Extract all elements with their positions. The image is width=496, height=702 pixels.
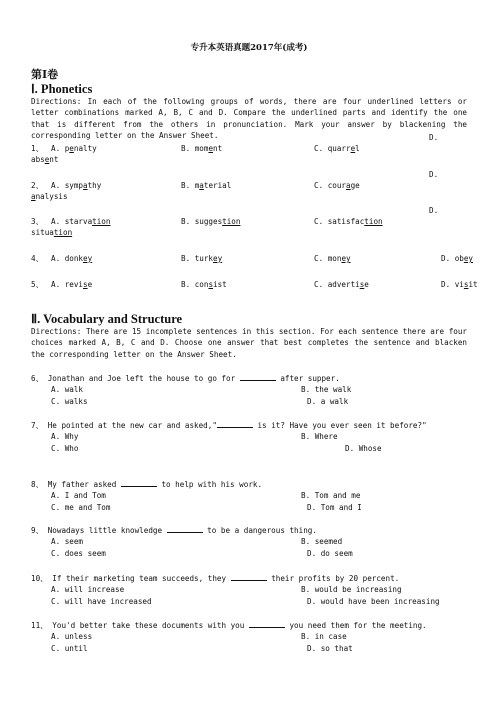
options-row <box>31 643 467 655</box>
options-row <box>31 431 467 443</box>
option-a: A. donkey <box>51 254 93 263</box>
option-c: C. does seem <box>51 549 106 559</box>
option-b: B. moment <box>181 144 223 153</box>
options-row <box>31 384 467 396</box>
underlined-part: tion <box>222 217 241 226</box>
options-row <box>31 631 467 643</box>
option-b: B. material <box>181 181 232 190</box>
underlined-part: ey <box>341 254 351 263</box>
answer-blank <box>249 621 285 628</box>
underlined-part: a <box>346 181 351 190</box>
option-d: D. do seem <box>307 549 353 559</box>
option-a: A. I and Tom <box>51 491 106 501</box>
phonetics-question <box>31 253 474 279</box>
option-b: B. seemed <box>301 537 343 547</box>
option-c: C. advertise <box>314 280 369 289</box>
vocab-directions: Directions: There are 15 incomplete sentences in this section. For each sentence there are four choices marked A, B, C and D. Choose one answer that best completes the sentence and blacken the corresponding letter on the Answer Sheet. <box>31 327 467 359</box>
option-d-label: D. <box>429 170 439 179</box>
options-row <box>31 596 467 608</box>
vocab-question <box>31 620 467 655</box>
option-a: A. seem <box>51 537 84 547</box>
option-c: C. money <box>314 254 351 263</box>
option-d: absent <box>31 155 59 164</box>
vocab-question <box>31 573 467 608</box>
option-b: B. Tom and me <box>301 491 361 501</box>
option-a: A. walk <box>51 385 84 395</box>
underlined-part: ey <box>83 254 93 263</box>
option-a: A. will increase <box>51 585 125 595</box>
option-c: C. will have increased <box>51 597 152 607</box>
underlined-part: a <box>31 192 36 201</box>
underlined-part: s <box>83 280 88 289</box>
answer-blank <box>121 480 157 487</box>
question-stem: 10、 If their marketing team succeeds, they their profits by 20 percent. <box>31 574 400 583</box>
phonetics-question <box>31 206 467 242</box>
options-row <box>31 584 467 596</box>
question-stem: 7、 He pointed at the new car and asked," is it? Have you ever seen it before?" <box>31 421 427 430</box>
question-number: 3、 <box>31 217 44 226</box>
question-stem: 6、 Jonathan and Joe left the house to go for after supper. <box>31 374 340 383</box>
vocab-question <box>31 479 467 514</box>
underlined-part: e <box>44 155 50 164</box>
options-row <box>31 490 467 502</box>
option-d-label: D. <box>429 133 439 142</box>
option-a: A. Why <box>51 432 79 442</box>
options-row <box>31 536 467 548</box>
underlined-part: a <box>83 181 88 190</box>
option-d: D. Whose <box>345 444 382 454</box>
phonetics-question <box>31 133 467 169</box>
phonetics-directions: Directions: In each of the following groups of words, there are four underlined letters or letter combinations marked A, B, C and D. Compare the underlined parts and identify the one that is different from the others in pronunciation. Mark your answer by blackening the corresponding letter on the Answer Sheet. <box>31 97 467 141</box>
option-b: B. turkey <box>181 254 223 263</box>
option-c: C. Who <box>51 444 79 454</box>
option-c: C. until <box>51 644 88 654</box>
vocab-question <box>31 525 467 560</box>
underlined-part: tion <box>92 217 111 226</box>
option-b: B. suggestion <box>181 217 241 226</box>
underlined-part: e <box>350 144 356 153</box>
options-row <box>31 443 467 455</box>
question-number: 2、 <box>31 181 44 190</box>
option-a: A. revise <box>51 280 93 289</box>
question-number: 5、 <box>31 280 44 289</box>
phonetics-question <box>31 279 478 305</box>
underlined-part: s <box>359 280 365 289</box>
option-d: D. obey <box>441 254 474 263</box>
underlined-part: e <box>208 144 214 153</box>
option-a: A. penalty <box>51 144 97 153</box>
volume-heading: 第Ⅰ卷 <box>31 68 59 81</box>
options-row <box>31 396 467 408</box>
vocab-question <box>31 420 467 455</box>
options-row <box>31 502 467 514</box>
question-number: 1、 <box>31 144 44 153</box>
underlined-part: ey <box>463 254 474 263</box>
option-b: B. Where <box>301 432 338 442</box>
option-b: B. the walk <box>301 385 352 395</box>
option-c: C. courage <box>314 181 360 190</box>
option-d: D. so that <box>307 644 353 654</box>
phonetics-heading: Ⅰ. Phonetics <box>31 82 93 96</box>
option-c: C. satisfaction <box>314 217 383 226</box>
underlined-part: e <box>69 144 74 153</box>
underlined-part: tion <box>364 217 383 226</box>
exam-title: 专升本英语真题2017年(成考) <box>190 43 308 53</box>
question-number: 4、 <box>31 254 44 263</box>
underlined-part: a <box>199 181 204 190</box>
option-d: analysis <box>31 192 68 201</box>
option-d: D. a walk <box>307 397 349 407</box>
answer-blank <box>217 421 253 428</box>
vocab-question <box>31 373 467 408</box>
option-a: A. starvation <box>51 217 111 226</box>
option-b: B. consist <box>181 280 227 289</box>
options-row <box>31 548 467 560</box>
vocab-heading: Ⅱ. Vocabulary and Structure <box>31 312 183 326</box>
option-d: D. visit <box>441 280 478 289</box>
option-c: C. me and Tom <box>51 503 111 513</box>
option-d: situation <box>31 228 73 237</box>
option-d: D. Tom and I <box>307 503 362 513</box>
option-a: A. sympathy <box>51 181 102 190</box>
underlined-part: s <box>463 280 469 289</box>
phonetics-question <box>31 170 467 206</box>
answer-blank <box>167 526 203 533</box>
question-stem: 8、 My father asked to help with his work. <box>31 480 263 489</box>
underlined-part: tion <box>53 228 73 237</box>
question-stem: 9、 Nowadays little knowledge to be a dangerous thing. <box>31 526 317 535</box>
option-d-label: D. <box>429 206 439 215</box>
answer-blank <box>231 574 267 581</box>
option-d: D. would have been increasing <box>307 597 440 607</box>
option-b: B. in case <box>301 632 347 642</box>
underlined-part: ey <box>213 254 223 263</box>
underlined-part: s <box>208 280 214 289</box>
option-a: A. unless <box>51 632 93 642</box>
option-c: C. quarrel <box>314 144 360 153</box>
answer-blank <box>240 374 276 381</box>
question-stem: 11、 You'd better take these documents with you you need them for the meeting. <box>31 621 427 630</box>
option-b: B. would be increasing <box>301 585 402 595</box>
option-c: C. walks <box>51 397 88 407</box>
